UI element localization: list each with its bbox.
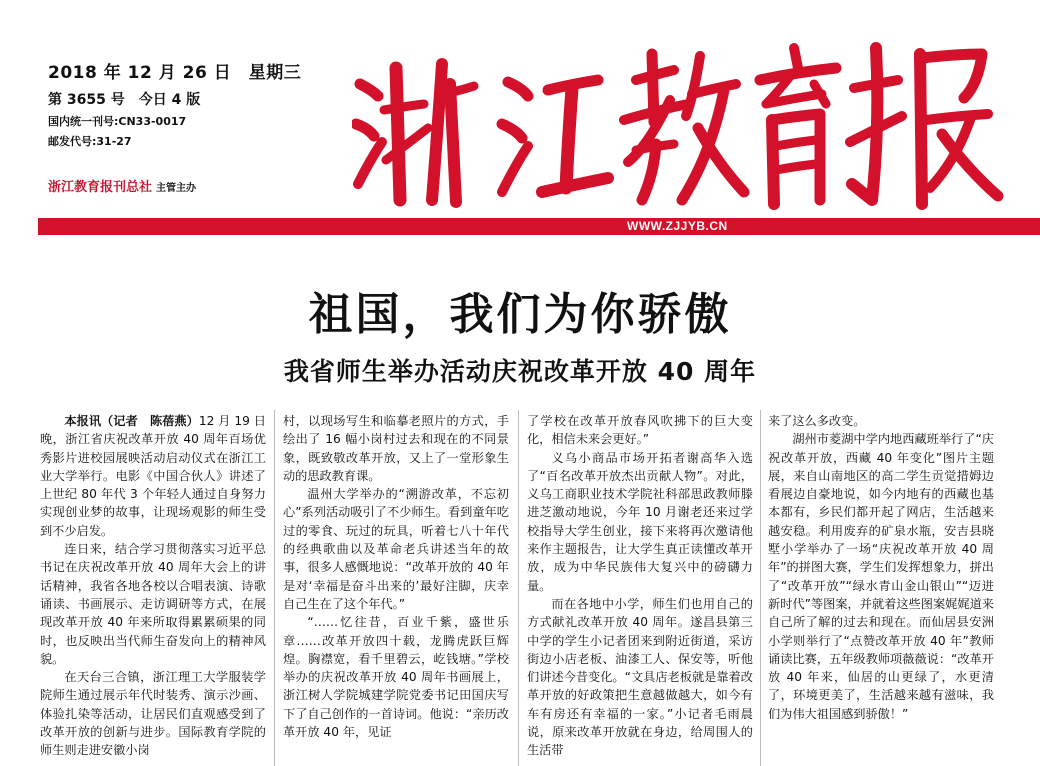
article-paragraph: 而在各地中小学，师生们也用自己的方式献礼改革开放 40 周年。遂昌县第三中学的学生小记者团来到附近街道，采访街边小店老板、油漆工人、保安等，听他们讲述今昔变化。“文具店老板就是靠着改革开放的好政策把生意越做越大，如今有车有房还有幸福的一家。”小记者毛雨晨说，原来改革开放就在身边，给周围人的生活带	[527, 596, 753, 758]
column-divider	[274, 410, 275, 766]
masthead-red-bar	[38, 218, 1040, 235]
article-headline: 祖国，我们为你骄傲	[308, 289, 732, 340]
publisher-name: 浙江教育报刊总社	[48, 180, 153, 195]
cn-number: 国内统一刊号:CN33-0017	[48, 115, 187, 128]
masthead-meta	[48, 58, 301, 149]
publisher	[48, 176, 196, 195]
article-column-1	[40, 412, 266, 760]
article-paragraph: 义乌小商品市场开拓者谢高华入选了“百名改革开放杰出贡献人物”。对此，义乌工商职业技术学院社科部思政教师滕进芝激动地说，今年 10 月谢老还来过学校指导大学生创业，接下来将再次邀请他来作主题报告，让大学生真正读懂改革开放，成为中华民族伟大复兴中的磅礴力量。	[527, 450, 753, 593]
article-paragraph: 在天台三合镇，浙江理工大学服装学院师生通过展示年代时装秀、演示沙画、体验扎染等活动，让居民们直观感受到了改革开放的创新与进步。国际教育学院的师生则走进安徽小岗	[40, 670, 266, 758]
column-divider	[518, 410, 519, 766]
website-url[interactable]: WWW.ZJJYB.CN	[627, 219, 728, 233]
date-line: 2018 年 12 月 26 日 星期三	[48, 63, 302, 83]
masthead-logo	[352, 24, 1008, 214]
article-column-2	[283, 412, 509, 741]
article-paragraph: 来了这么多改变。	[768, 414, 866, 428]
article-column-3	[527, 412, 753, 760]
article-subheadline: 我省师生举办活动庆祝改革开放 40 周年	[283, 357, 757, 386]
byline: 本报讯（记者 陈蓓燕）	[64, 414, 199, 428]
article-paragraph: 连日来，结合学习贯彻落实习近平总书记在庆祝改革开放 40 周年大会上的讲话精神，我省各地各校以合唱表演、诗歌诵读、书画展示、走访调研等方式，在展现改革开放 40 年来所取得累累硕果的同时，也反映出当代师生奋发向上的精神风貌。	[40, 542, 266, 666]
article-paragraph: 湖州市菱湖中学内地西藏班举行了“庆祝改革开放，西藏 40 年变化”图片主题展，来自山南地区的高二学生贡觉措姆边看展边自豪地说，如今内地有的西藏也基本都有，乡民们都开起了网店，生活越来越安稳。利用废弃的矿泉水瓶，安吉县晓墅小学举办了一场“庆祝改革开放 40 周年”的拼图大赛，学生们发挥想象力，拼出了“改革开放”“绿水青山金山银山”“迈进新时代”等图案，并就着这些图案娓娓道来自己所了解的过去和现在。而仙居县安洲小学则举行了“点赞改革开放 40 年”教师诵读比赛，五年级教师项薇薇说：“改革开放 40 年来，仙居的山更绿了，水更清了，环境更美了，生活越来越有滋味，我们为伟大祖国感到骄傲！”	[768, 432, 994, 721]
article-paragraph: 本报讯（记者 陈蓓燕）12 月 19 日晚，浙江省庆祝改革开放 40 周年百场优秀影片进校园展映活动启动仪式在浙江工业大学举行。电影《中国合伙人》讲述了上世纪 80 年代 3 个年轻人通过自身努力实现创业梦的故事，让现场观影的师生受到不少启发。	[40, 414, 266, 538]
postal-code: 邮发代号:31-27	[48, 135, 132, 148]
article-paragraph: 温州大学举办的“溯游改革，不忘初心”系列活动吸引了不少师生。看到童年吃过的零食、玩过的玩具，听着七八十年代的经典歌曲以及革命老兵讲述当年的故事，很多人感慨地说：“改革开放的 40 年是对‘幸福是奋斗出来的’最好注脚，庆幸自己生在了这个年代。”	[283, 487, 509, 611]
article-paragraph: “……忆往昔，百业千紫，盛世乐章……改革开放四十载，龙腾虎跃巨辉煌。胸襟宽，看千里碧云，屹钱塘。”学校举办的庆祝改革开放 40 周年书画展上，浙江树人学院城建学院党委书记田国庆写下了自己创作的一首诗词。他说：“亲历改革开放 40 年，见证	[283, 615, 509, 740]
article-paragraph: 了学校在改革开放春风吹拂下的巨大变化，相信未来会更好。”	[527, 414, 753, 447]
publisher-role: 主管主办	[156, 183, 197, 194]
column-divider	[760, 410, 761, 766]
article-column-4	[768, 412, 994, 723]
issue-line: 第 3655 号 今日 4 版	[48, 92, 201, 108]
article-paragraph: 村，以现场写生和临摹老照片的方式，手绘出了 16 幅小岗村过去和现在的不同景象，既致敬改革开放，又上了一堂形象生动的思政教育课。	[283, 414, 509, 483]
